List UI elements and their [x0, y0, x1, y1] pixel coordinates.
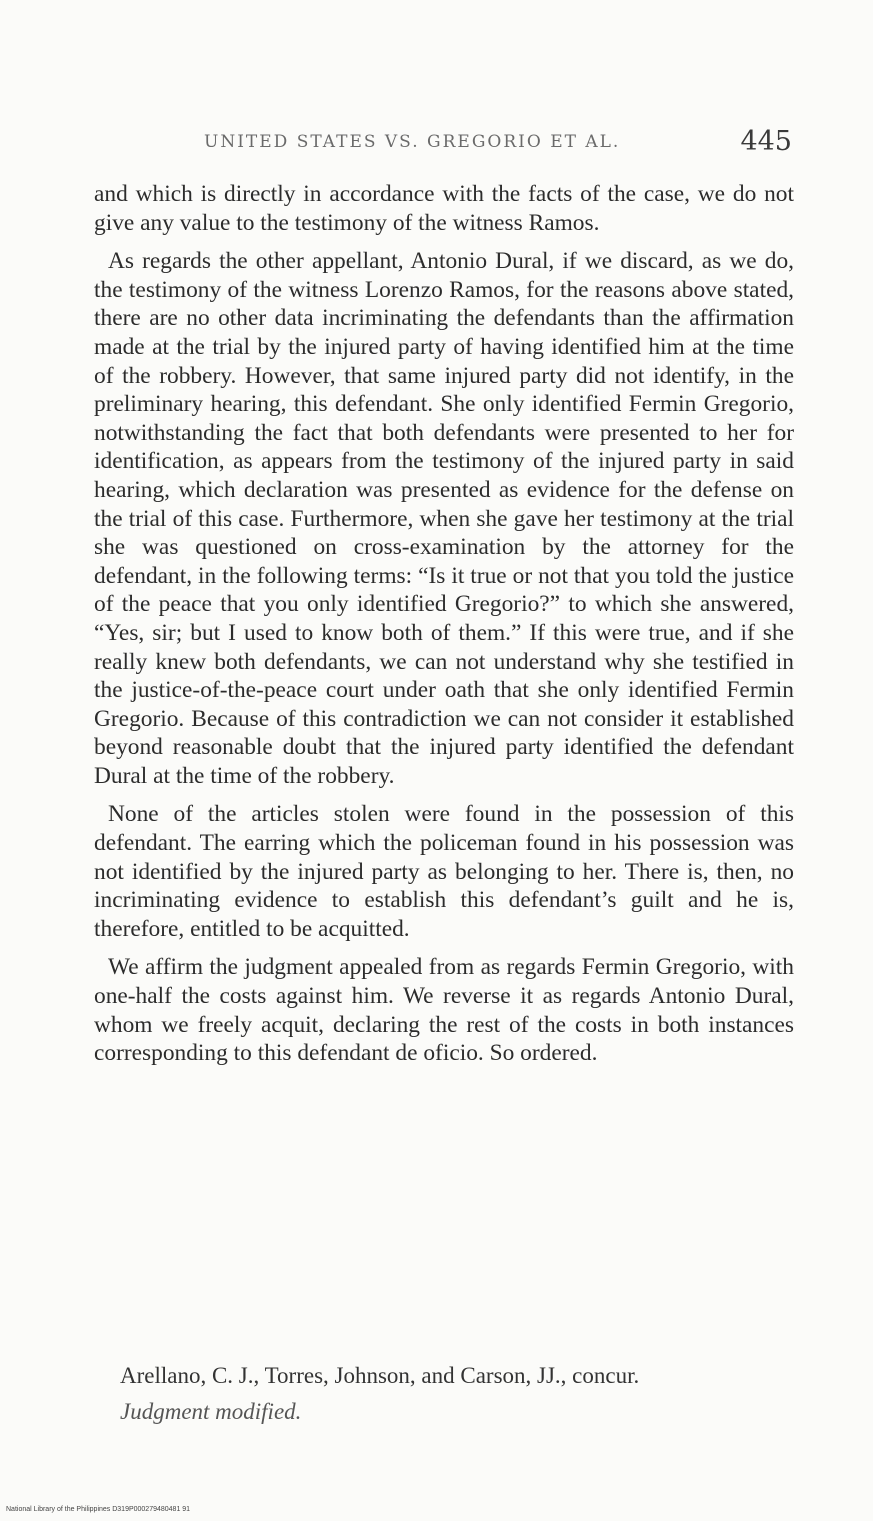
paragraph-no-evidence: None of the articles stolen were found in the possession of this defendant. The earring which the policeman found in his possession was not identified by the injured party as belonging to her. There is, then, no incriminating evidence to establish this defendant’s guilt and he is, therefore, entitled to be acquitted. — [94, 801, 794, 942]
paragraph-dural-testimony: As regards the other appellant, Antonio Dural, if we discard, as we do, the testimony of the witness Lorenzo Ramos, for the reasons above stated, there are no other data incriminating the defendants than the affirmation made at the trial by the injured party of having identified him at the time of the robbery. However, that same injured party did not identify, in the preliminary hearing, this defendant. She only identified Fermin Gregorio, notwithstanding the fact that both defendants were presented to her for identification, as appears from the testimony of the injured party in said hearing, which declaration was presented as evidence for the defense on the trial of this case. Furthermore, when she gave her testimony at the trial she was questioned on cross-examination by the attorney for the defendant, in the following terms: “Is it true or not that you told the justice of the peace that you only identified Gregorio?” to which she answered, “Yes, sir; but I used to know both of them.” If this were true, and if she really knew both defendants, we can not understand why she testified in the justice-of-the-peace court under oath that she only identified Fermin Gregorio. Because of this contradiction we can not consider it established beyond reasonable doubt that the injured party identified the defendant Dural at the time of the robbery. — [94, 248, 794, 789]
body-text — [94, 180, 794, 1078]
disposition: Judgment modified. — [120, 1399, 302, 1424]
running-head: UNITED STATES VS. GREGORIO ET AL. — [204, 132, 621, 152]
page-header — [96, 122, 792, 172]
concurring-judges: Arellano, C. J., Torres, Johnson, and Carson, JJ., concur. — [120, 1363, 640, 1388]
paragraph-continuation: and which is directly in accordance with the facts of the case, we do not give any value to the testimony of the witness Ramos. — [94, 181, 794, 236]
paragraph-judgment: We affirm the judgment appealed from as regards Fermin Gregorio, with one-half the costs against him. We reverse it as regards Antonio Dural, whom we freely acquit, declaring the rest of the costs in both instances corresponding to this defendant de oficio. So ordered. — [94, 954, 794, 1067]
page-number: 445 — [740, 126, 792, 157]
library-stamp: National Library of the Philippines D319P000279480481 91 — [6, 1506, 191, 1513]
closing-block — [94, 1358, 794, 1430]
